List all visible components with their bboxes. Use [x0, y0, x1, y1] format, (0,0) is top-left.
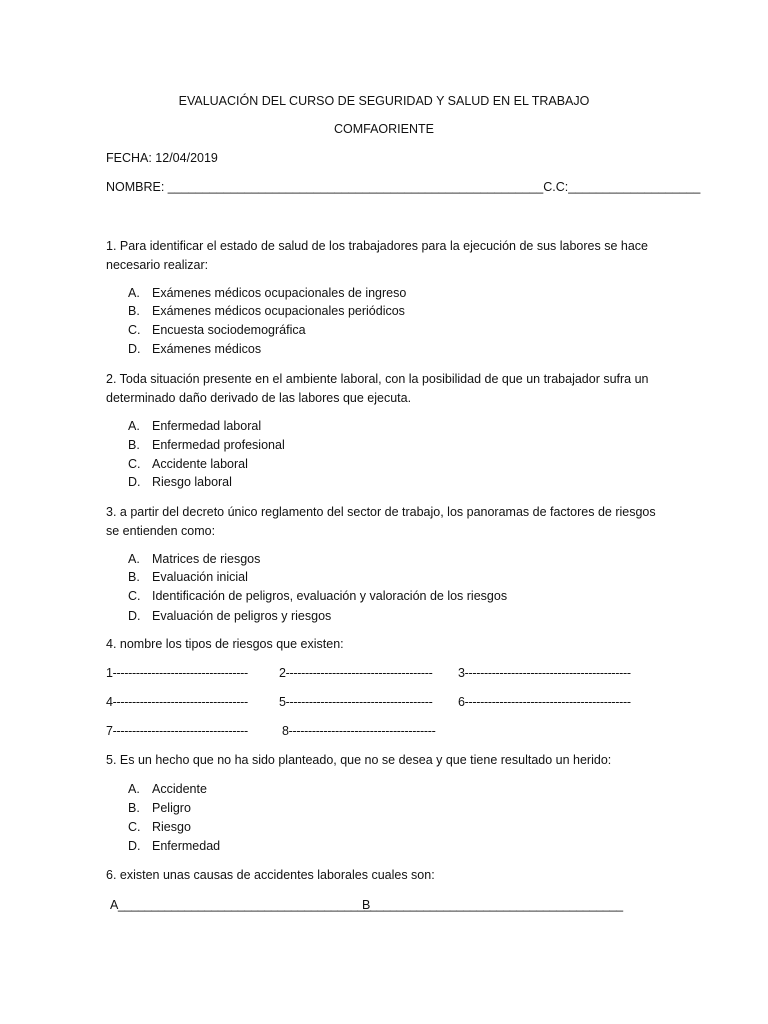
risk-blank-2: 2--------------------------------------: [279, 666, 433, 680]
option-text: Encuesta sociodemográfica: [152, 323, 306, 337]
option-letter: B.: [128, 801, 140, 815]
question-4-text: 4. nombre los tipos de riesgos que existen:: [106, 637, 344, 651]
risk-blank-7: 7-----------------------------------: [106, 724, 248, 738]
option-text: Identificación de peligros, evaluación y valoración de los riesgos: [152, 589, 508, 603]
option-letter: B.: [128, 570, 140, 584]
document-title: EVALUACIÓN DEL CURSO DE SEGURIDAD Y SALUD EN EL TRABAJO: [178, 94, 590, 108]
option-text: Evaluación de peligros y riesgos: [152, 609, 332, 623]
option-letter: C.: [128, 323, 141, 337]
option-text: Exámenes médicos: [152, 342, 262, 356]
q5-option-c: [128, 820, 191, 834]
name-id-line: NOMBRE: ______________________________________________________C.C:___________________: [106, 180, 701, 194]
risk-blank-1: 1-----------------------------------: [106, 666, 248, 680]
option-text: Exámenes médicos ocupacionales periódicos: [152, 304, 405, 318]
q5-option-a: [128, 782, 207, 796]
organization-name: COMFAORIENTE: [333, 122, 434, 136]
option-text: Accidente laboral: [152, 457, 248, 471]
risk-blank-5: 5--------------------------------------: [279, 695, 433, 709]
option-letter: D.: [128, 475, 141, 489]
q2-option-a: [128, 419, 261, 433]
option-letter: C.: [128, 820, 141, 834]
option-letter: C.: [128, 457, 141, 471]
q3-option-a: [128, 552, 260, 566]
q1-option-a: [128, 286, 406, 300]
q3-option-c: [128, 589, 507, 603]
option-text: Enfermedad profesional: [152, 438, 285, 452]
option-letter: A.: [128, 782, 140, 796]
option-letter: D.: [128, 839, 141, 853]
question-1-text: 1. Para identificar el estado de salud de los trabajadores para la ejecución de sus labores se hace necesario realizar:: [106, 239, 649, 272]
q3-option-b: [128, 570, 248, 584]
q2-option-c: [128, 457, 248, 471]
q1-option-b: [128, 304, 405, 318]
option-text: Enfermedad laboral: [152, 419, 262, 433]
option-letter: B.: [128, 304, 140, 318]
q3-option-d: [128, 609, 331, 623]
option-letter: A.: [128, 552, 140, 566]
option-text: Evaluación inicial: [152, 570, 248, 584]
option-letter: C.: [128, 589, 141, 603]
risk-blank-3: 3-------------------------------------------: [458, 666, 631, 680]
question-2-text: 2. Toda situación presente en el ambiente laboral, con la posibilidad de que un trabajador sufra un determinado daño derivado de las labores que ejecuta.: [106, 372, 649, 405]
q5-option-d: [128, 839, 220, 853]
risk-blank-6: 6-------------------------------------------: [458, 695, 631, 709]
question-6-text: 6. existen unas causas de accidentes laborales cuales son:: [106, 868, 435, 882]
option-text: Riesgo: [152, 820, 191, 834]
option-text: Accidente: [152, 782, 207, 796]
cause-blank-a: A______________________________________: [110, 898, 371, 912]
q2-option-b: [128, 438, 285, 452]
risk-blank-4: 4-----------------------------------: [106, 695, 248, 709]
question-5-text: 5. Es un hecho que no ha sido planteado, que no se desea y que tiene resultado un herido:: [106, 753, 612, 767]
option-text: Riesgo laboral: [152, 475, 232, 489]
question-3-text: 3. a partir del decreto único reglamento del sector de trabajo, los panoramas de factores de riesgos se entienden como:: [106, 505, 656, 538]
option-letter: A.: [128, 286, 140, 300]
option-letter: A.: [128, 419, 140, 433]
q1-option-d: [128, 342, 261, 356]
option-letter: B.: [128, 438, 140, 452]
risk-blank-8: 8--------------------------------------: [282, 724, 436, 738]
option-letter: D.: [128, 609, 141, 623]
option-text: Peligro: [152, 801, 191, 815]
option-letter: D.: [128, 342, 141, 356]
q2-option-d: [128, 475, 232, 489]
option-text: Exámenes médicos ocupacionales de ingreso: [152, 286, 407, 300]
date-line: FECHA: 12/04/2019: [106, 151, 218, 165]
option-text: Matrices de riesgos: [152, 552, 261, 566]
q5-option-b: [128, 801, 191, 815]
q1-option-c: [128, 323, 306, 337]
option-text: Enfermedad: [152, 839, 221, 853]
cause-blank-b: B______________________________________: [362, 898, 623, 912]
